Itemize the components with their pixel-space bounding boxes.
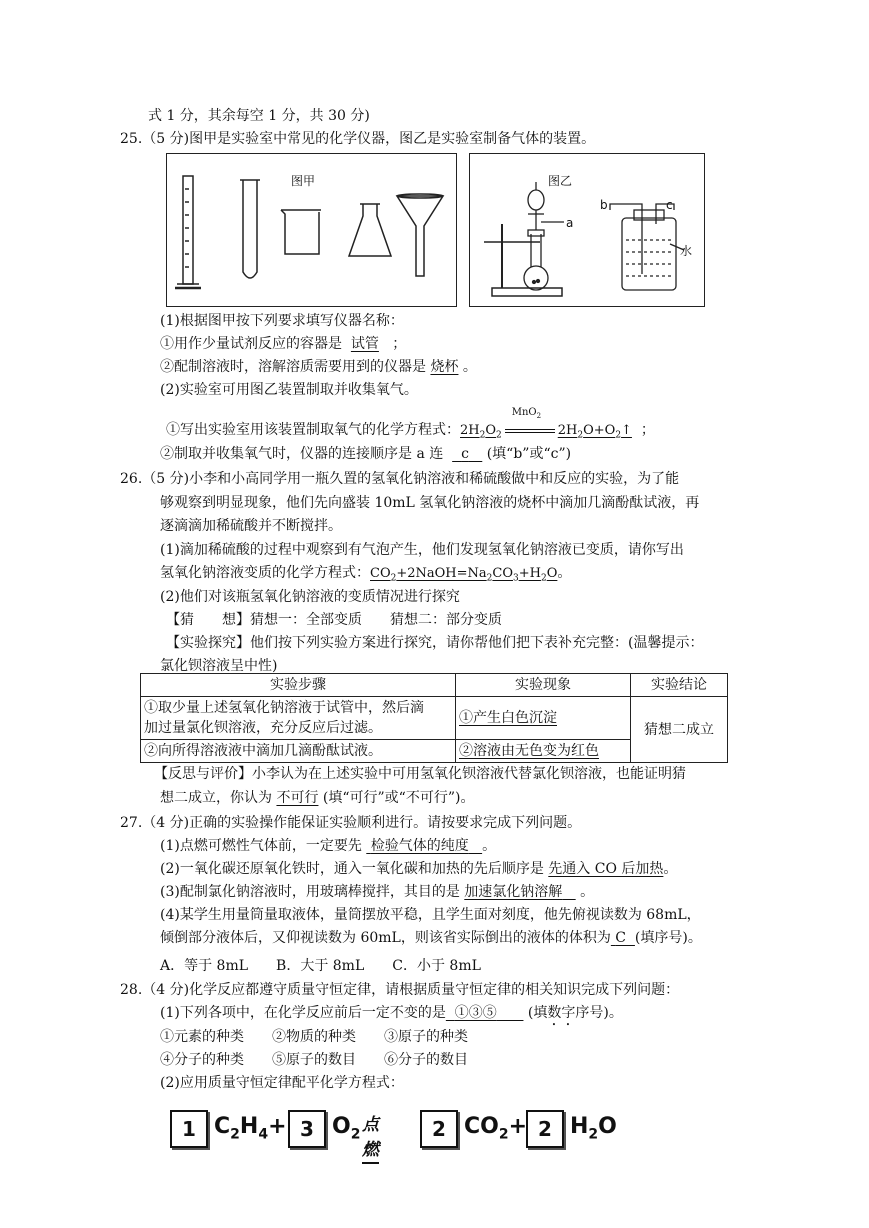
graduated-cylinder-icon (175, 176, 201, 288)
q26-reflection-answer: 想二成立，你认为 不可行 (填“可行”或“不可行”)。 (160, 790, 475, 806)
q26-guess: 【猜 想】猜想一：全部变质 猜想二：部分变质 (166, 612, 502, 628)
header-conclusion: 实验结论 (631, 674, 728, 697)
q26-part1-eq: 氢氧化钠溶液变质的化学方程式：$CO_2+2NaOH=Na_2CO_3+H_2O$。 (160, 565, 572, 584)
flask-with-funnel-icon (524, 182, 564, 290)
port-a-label: a (566, 216, 574, 230)
q26-line3: 逐滴滴加稀硫酸并不断搅拌。 (160, 518, 342, 534)
question-28: 28.（4 分)化学反应都遵守质量守恒定律，请根据质量守恒定律的相关知识完成下列问题： (120, 982, 680, 998)
port-b-label: b (600, 198, 608, 212)
answer-volume: C (615, 930, 627, 946)
question-27: 27.（4 分)正确的实验操作能保证实验顺利进行。请按要求完成下列问题。 (120, 815, 582, 831)
coef-c2h4: 1 (170, 1110, 208, 1148)
q27-part4: (4)某学生用量筒量取液体，量筒摆放平稳，且学生面对刻度，他先俯视读数为 68mL， (160, 907, 701, 923)
question-26: 26.（5 分)小李和小高同学用一瓶久置的氢氧化钠溶液和稀硫酸做中和反应的实验，为了能 (120, 471, 680, 487)
q26-explore: 【实验探究】他们按下列实验方案进行探究，请你帮他们把下表补充完整：(温馨提示： (166, 635, 704, 651)
gas-apparatus-drawing (470, 154, 704, 306)
q27-options: A．等于 8mL B．大于 8mL C．小于 8mL (160, 958, 481, 974)
catalyst-arrow (502, 407, 558, 441)
score-note: 式 1 分，其余每空 1 分，共 30 分) (148, 108, 370, 124)
formula-co2: $CO_2+$ (464, 1114, 528, 1143)
row1-step: ①取少量上述氢氧化钠溶液于试管中，然后滴 加过量氯化钡溶液，充分反应后过滤。 (141, 697, 456, 740)
q26-explore-hint: 氯化钡溶液呈中性) (160, 658, 278, 674)
test-tube-icon (240, 180, 260, 278)
row1-phenomenon: ①产生白色沉淀 (456, 697, 631, 740)
q28-options-2: ④分子的种类 ⑤原子的数目 ⑥分子的数目 (160, 1052, 468, 1068)
port-c-label: c (666, 198, 673, 212)
q26-reflection: 【反思与评价】小李认为在上述实验中可用氢氧化钡溶液代替氯化钡溶液，也能证明猜 (154, 766, 686, 782)
row2-phenomenon: ②溶液由无色变为红色 (456, 740, 631, 763)
answer-test-tube: 试管 (350, 336, 379, 352)
q25-part1: (1)根据图甲按下列要求填写仪器名称： (160, 313, 404, 329)
answer-port: c (461, 446, 469, 462)
q25-part2a: ①写出实验室用该装置制取氧气的化学方程式：$2H_2O_2$ MnO$_2$ $2H_2O+O_2↑$ ； (166, 420, 655, 446)
q25-part1b: ②配制溶液时，溶解溶质需要用到的仪器是 烧杯 。 (160, 359, 477, 375)
q28-part2: (2)应用质量守恒定律配平化学方程式： (160, 1075, 404, 1091)
answer-o2-equation: $2H_2O_2$ MnO$_2$ $2H_2O+O_2↑$ (460, 421, 632, 446)
q27-part3: (3)配制氯化钠溶液时，用玻璃棒搅拌，其目的是 加速氯化钠溶解 。 (160, 884, 595, 900)
q26-part1: (1)滴加稀硫酸的过程中观察到有气泡产生，他们发现氢氧化钠溶液已变质，请你写出 (160, 542, 684, 558)
header-step: 实验步骤 (141, 674, 456, 697)
water-label: 水 (680, 244, 693, 258)
conclusion-cell: 猜想二成立 (631, 697, 728, 763)
answer-stir: 加速氯化钠溶解 (464, 884, 563, 900)
answer-naoh-equation: $CO_2+2NaOH=Na_2CO_3+H_2O$ (370, 566, 558, 584)
beaker-icon (281, 210, 321, 254)
formula-c2h4: $C_2H_4+$ (214, 1114, 287, 1143)
q25-part2: (2)实验室可用图乙装置制取并收集氧气。 (160, 382, 418, 398)
q26-part2: (2)他们对该瓶氢氧化钠溶液的变质情况进行探究 (160, 589, 460, 605)
answer-conserved: ①③⑤ (454, 1005, 497, 1021)
coef-h2o: 2 (526, 1110, 564, 1148)
figure-jia-label: 图甲 (291, 174, 316, 188)
figure-yi-label: 图乙 (548, 174, 573, 188)
q28-part1: (1)下列各项中，在化学反应前后一定不变的是 ①③⑤ (填数字序号)。 (160, 1005, 623, 1021)
answer-order: 先通入 CO 后加热 (548, 861, 664, 877)
answer-feasibility: 不可行 (276, 790, 319, 806)
q27-part2: (2)一氧化碳还原氧化铁时，通入一氧化碳和加热的先后顺序是 先通入 CO 后加热。 (160, 861, 678, 877)
conical-flask-icon (349, 204, 391, 256)
q26-line2: 够观察到明显现象，他们先向盛装 10mL 氢氧化钠溶液的烧杯中滴加几滴酚酞试液，再 (160, 495, 700, 511)
table-row (141, 697, 728, 740)
q27-part4b: 倾倒部分液体后，又仰视读数为 60mL，则该省实际倒出的液体的体积为 C (填序号)。 (160, 930, 702, 946)
q28-options-1: ①元素的种类 ②物质的种类 ③原子的种类 (160, 1029, 468, 1045)
row2-step: ②向所得溶液液中滴加几滴酚酞试液。 (141, 740, 456, 763)
q27-part1: (1)点燃可燃性气体前，一定要先 检验气体的纯度 。 (160, 838, 497, 854)
table-header-row (141, 674, 728, 697)
figure-jia (166, 153, 457, 307)
condition-ignite: 点燃 (362, 1110, 379, 1164)
coef-o2: 3 (288, 1110, 326, 1148)
figure-yi (469, 153, 705, 307)
header-phenomenon: 实验现象 (456, 674, 631, 697)
q25-part2b: ②制取并收集氧气时，仪器的连接顺序是 a 连 c (填“b”或“c”) (160, 446, 572, 462)
formula-o2: $O_2$ (332, 1114, 361, 1143)
answer-purity: 检验气体的纯度 (370, 838, 469, 854)
coef-co2: 2 (420, 1110, 458, 1148)
catalyst-label: MnO$_2$ (511, 407, 542, 420)
answer-beaker: 烧杯 (430, 359, 459, 375)
gas-washing-bottle-icon (610, 204, 684, 290)
funnel-icon (397, 194, 443, 276)
q25-part1a: ①用作少量试剂反应的容器是 试管 ； (160, 336, 407, 352)
iron-stand-icon (484, 224, 562, 296)
question-25: 25.（5 分)图甲是实验室中常见的化学仪器，图乙是实验室制备气体的装置。 (120, 131, 596, 147)
formula-h2o: $H_2O$ (570, 1114, 617, 1143)
experiment-table (140, 673, 728, 763)
